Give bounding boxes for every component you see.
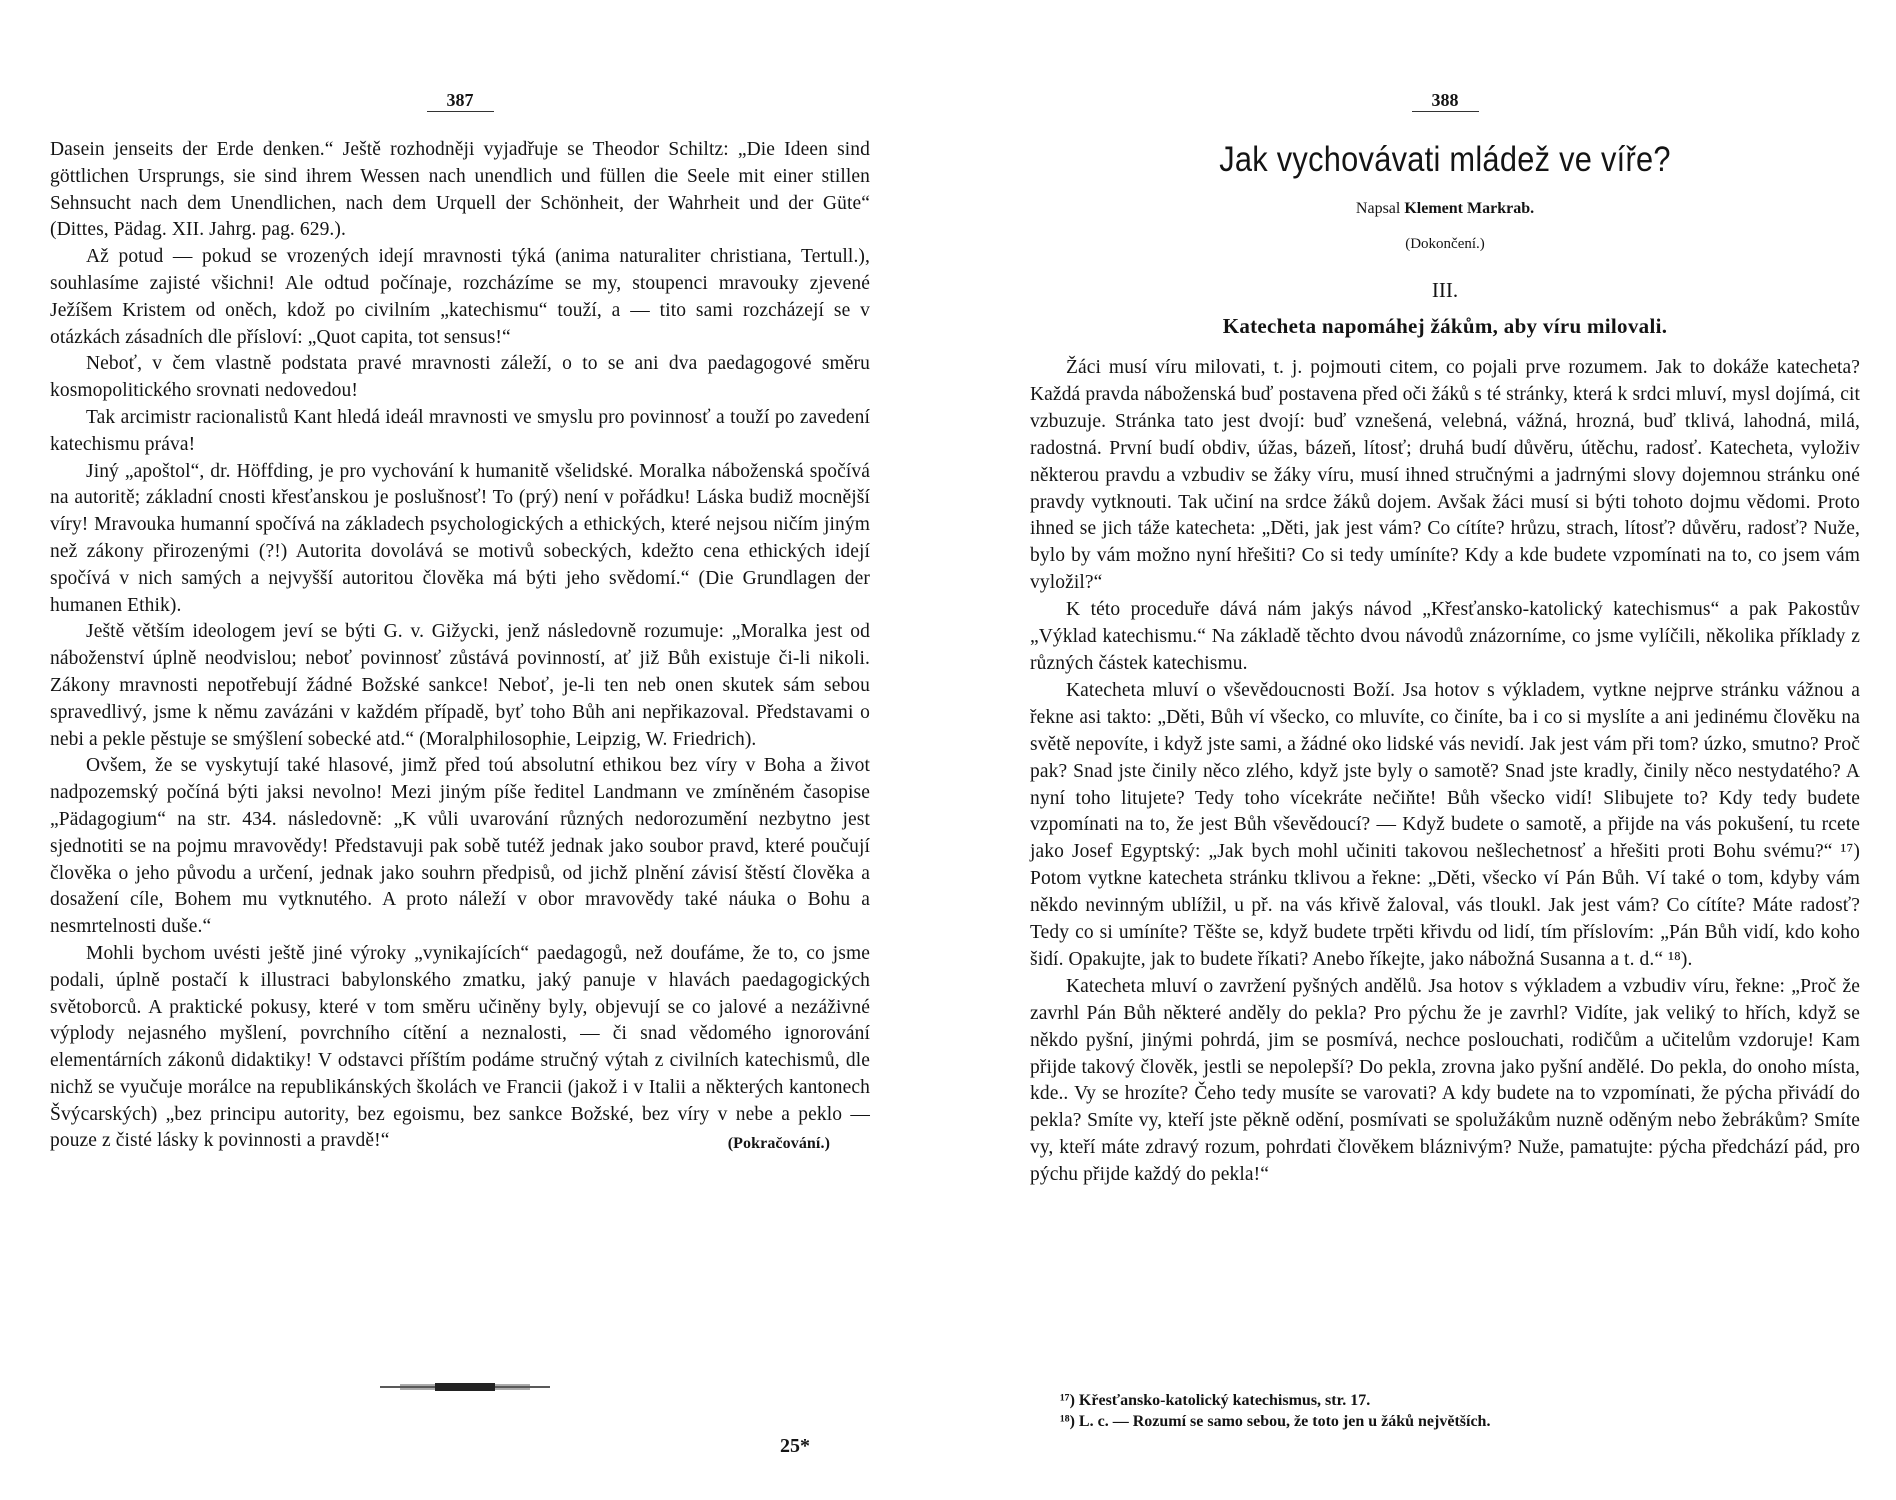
- paragraph: Ještě větším ideologem jeví se býti G. v. Gižycki, jenž následovně rozumuje: „Moralka jest od náboženství úplně neodvislou; neboť povinnosť zůstává povinností, ať již Bůh existuje či-li nikoli. Zákony mravnosti nepotřebují žádné Božské sankce! Neboť, je-li ten neb onen skutek sám sebou spravedlivý, jsme k němu zavázáni v každém případě, byť toho Bůh ani nepřikazoval. Představami o nebi a pekle pěstuje se smýšlení sobecké atd.“ (Moralphilosophie, Leipzig, W. Friedrich).: [50, 621, 870, 750]
- footnote: ¹⁷) Křesťansko-katolický katechismus, str. 17.: [1060, 1392, 1371, 1409]
- paragraph: K této proceduře dává nám jakýs návod „Křesťansko-katolický katechismus“ a pak Pakostův „Výklad katechismu.“ Na základě těchto dvou návodů znázorníme, co jsme vylíčili, několika příklady z různých částek katechismu.: [1030, 599, 1860, 674]
- right-page: [1030, 0, 1860, 1500]
- paragraph: Katecheta mluví o vševědoucnosti Boží. Jsa hotov s výkladem, vytkne nejprve stránku vážnou a řekne asi takto: „Děti, Bůh ví všecko, co mluvíte, co činíte, ba i co si myslíte a ani jedinému člověku na světě nepovíte, i když jste sami, a žádné oko lidské vás nevidí. Jak jest vám při tom? úzko, smutno? Proč pak? Snad jste činily něco zlého, když jste byly o samotě? Snad jste kradly, činily něco nestydatého? A nyní toho litujete? Tedy toho vícekráte nečiňte! Bůh všecko vidí! Slibujete to? Kdy tedy budete vzpomínati na to, že jest Bůh vševědoucí? — Když budete o samotě, a přijde na vás pokušení, tu rcete jako Josef Egyptský: „Jak bych mohl učiniti takovou nešlechetnosť a hřešiti proti Bohu svému?“ ¹⁷) Potom vytkne katecheta stránku tklivou a řekne: „Děti, všecko ví Pán Bůh. Ví také o tom, kdyby vám někdo nevinným ublížil, u př. na vás křivě žaloval, vás tloukl. Jak jest vám? Co cítíte? Máte radosť? Tedy co si umíníte? Těšte se, když budete trpěti křivdu od lidí, tím příslovím: „Pán Bůh vidí, kdo koho šidí. Opakujte, jak to budete říkati? Anebo říkejte, jako nábožná Susanna a t. d.“ ¹⁸).: [1030, 679, 1860, 970]
- paragraph: Katecheta mluví o zavržení pyšných andělů. Jsa hotov s výkladem a vzbudiv víru, řekne: „Proč že zavrhl Pán Bůh některé anděly do pekla? Pro pýchu že je zavrhl? Vidíte, jak veliký to hřích, když se někdo pyšní, jinými pohrdá, jim se posmívá, nechce poslouchati, rodičům a učitelům vzdoruje! Kam přijde takový člověk, jestli se nepolepší? Do pekla, zrovna jako pyšní andělé. Do pekla, do onoho místa, kde.. Vy se hrozíte? Čeho tedy musíte se varovati? A kdy budete na to vzpomínati, že pýcha přivádí do pekla? Smíte vy, kteří jste pěkně odění, posmívati se spolužákům nuzně oděným nebo žebrákům? Smíte vy, kteří máte zdravý rozum, pohrdati člověkem bláznivým? Nuže, pamatujte: pýcha předchází pád, pro pýchu přijde každý do pekla!“: [1030, 975, 1860, 1186]
- paragraph: Jiný „apoštol“, dr. Höffding, je pro vychování k humanitě všelidské. Moralka náboženská spočívá na autoritě; základní cnosti křesťanskou je poslušnosť! To (prý) není v pořádku! Láska budiž mocnější víry! Mravouka humanní spočívá na základech psychologických a ethických, které nejsou ničím jiným než zákony přirozenými (?!) Autorita dovolává se motivů sobeckých, kdežto cena ethických idejí spočívá v nich samých a nejvyšší autoritou člověka má býti jeho svědomí.“ (Die Grundlagen der humanen Ethik).: [50, 460, 870, 616]
- footnotes: [1060, 1390, 1840, 1432]
- paragraph: Tak arcimistr racionalistů Kant hledá ideál mravnosti ve smyslu pro povinnosť a touží po zavedení katechismu práva!: [50, 406, 870, 455]
- paragraph: Mohli bychom uvésti ještě jiné výroky „vynikajících“ paedagogů, než doufáme, že to, co jsme podali, úplně postačí k illustraci babylonského zmatku, jaký panuje v hlavách paedagogických světoborců. A praktické pokusy, které v tom směru učiněny byly, objevují se co jalové a nezáživné výplody nejasného myšlení, povrchního cítění a neznalosti, — či snad vědomého ignorování elementárních zákonů didaktiky! V odstavci příštím podáme stručný výtah z civilních katechismů, dle nichž se vyučuje morálce na republikánských školách ve Francii (jakož i v Italii a některých kantonech Švýcarských) „bez principu autority, bez egoismu, bez sankce Božské, bez víry v nebe a peklo — pouze z čisté lásky k povinnosti a pravdě!“: [50, 942, 870, 1152]
- footnote: ¹⁸) L. c. — Rozumí se samo sebou, že toto jen u žáků největších.: [1060, 1413, 1491, 1430]
- right-body-text: [1030, 355, 1860, 1189]
- paragraph: Ovšem, že se vyskytují také hlasové, jimž před toú absolutní ethikou bez víry v Boha a život nadpozemský počíná býti jaksi nevolno! Mezi jiným píše ředitel Landmann ve zmíněném časopise „Pädagogium“ na str. 434. následovně: „K vůli uvarování různých nedorozumění nezbytno jest sjednotiti se na pojmu mravovědy! Představuji pak sobě tutéž jednak jako soubor pravd, které poučují člověka o jeho původu a určení, jednak jako souhrn předpisů, od jichž plnění závisí štěstí člověka a dosažení cíle, Bohem mu vytknutého. A proto náleží v obor mravovědy také náuka o Bohu a nesmrtelnosti duše.“: [50, 755, 870, 938]
- signature-mark: 25*: [780, 1435, 810, 1457]
- paragraph: Dasein jenseits der Erde denken.“ Ještě rozhodněji vyjadřuje se Theodor Schiltz: „Die Ideen sind göttlichen Ursprungs, sie sind ihrem Wessen nach unendlich und füllen die Seele mit einer stillen Sehnsucht nach dem Unendlichen, nach dem Urquell der Schönheit, der Wahrheit und der Güte“ (Dittes, Pädag. XII. Jahrg. pag. 629.).: [50, 139, 870, 241]
- page-number: 387: [50, 90, 870, 112]
- paragraph: Žáci musí víru milovati, t. j. pojmouti citem, co pojali prve rozumem. Jak to dokáže katecheta? Každá pravda náboženská buď postavena před oči žáků s té stránky, která k srdci mluví, mysl dojímá, cit vzbuzuje. Stránka tato jest dvojí: buď vznešená, velebná, vážná, hrozná, buď tklivá, lahodná, milá, radostná. První budí obdiv, úžas, bázeň, lítosť; druhá budí důvěru, útěchu, radosť. Katecheta, vyloživ některou pravdu a vzbudiv se žáky víru, musí ihned stručnými a jadrnými slovy dojemnou stránku oné pravdy vytknouti. Tak učiní na srdce žáků dojem. Avšak žáci musí si býti tohoto dojmu vědomi. Proto ihned se jich táže katecheta: „Děti, jak jest vám? Co cítíte? hrůzu, strach, lítosť? důvěru, radosť? Nuže, bylo by vám možno nyní hřešiti? Co si tedy umíníte? Kdy a kde budete vzpomínati na to, co jsem vám vyložil?“: [1030, 357, 1860, 594]
- left-page: [50, 0, 870, 1500]
- section-number: III.: [1431, 278, 1459, 302]
- article-title: Jak vychovávati mládež ve víře?: [1219, 140, 1671, 179]
- paragraph: Neboť, v čem vlastně podstata pravé mravnosti záleží, o to se ani dva paedagogové směru kosmopolitického srovnati nedovedou!: [50, 353, 870, 402]
- page-number: 388: [1030, 90, 1860, 112]
- left-body-text: [50, 137, 870, 1158]
- conclusion-note: (Dokončení.): [1405, 236, 1485, 252]
- byline-prefix: Napsal: [1355, 200, 1401, 217]
- author-name: Klement Markrab.: [1404, 200, 1535, 217]
- continued-note: (Pokračování.): [727, 1135, 830, 1153]
- paragraph: Až potud — pokud se vrozených idejí mravnosti týká (anima naturaliter christiana, Tertull.), souhlasíme zajisté všichni! Ale odtud počínaje, rozcházíme se my, stoupenci mravouky zjevené Ježíšem Kristem od oněch, kdož po civilním „katechismu“ touží, a — tito sami rozcházejí se v otázkách zásadních dle přísloví: „Quot capita, tot sensus!“: [50, 246, 870, 348]
- divider-ornament: [380, 1380, 550, 1394]
- byline: [1030, 200, 1860, 218]
- section-title: Katecheta napomáhej žákům, aby víru milovali.: [1222, 314, 1668, 338]
